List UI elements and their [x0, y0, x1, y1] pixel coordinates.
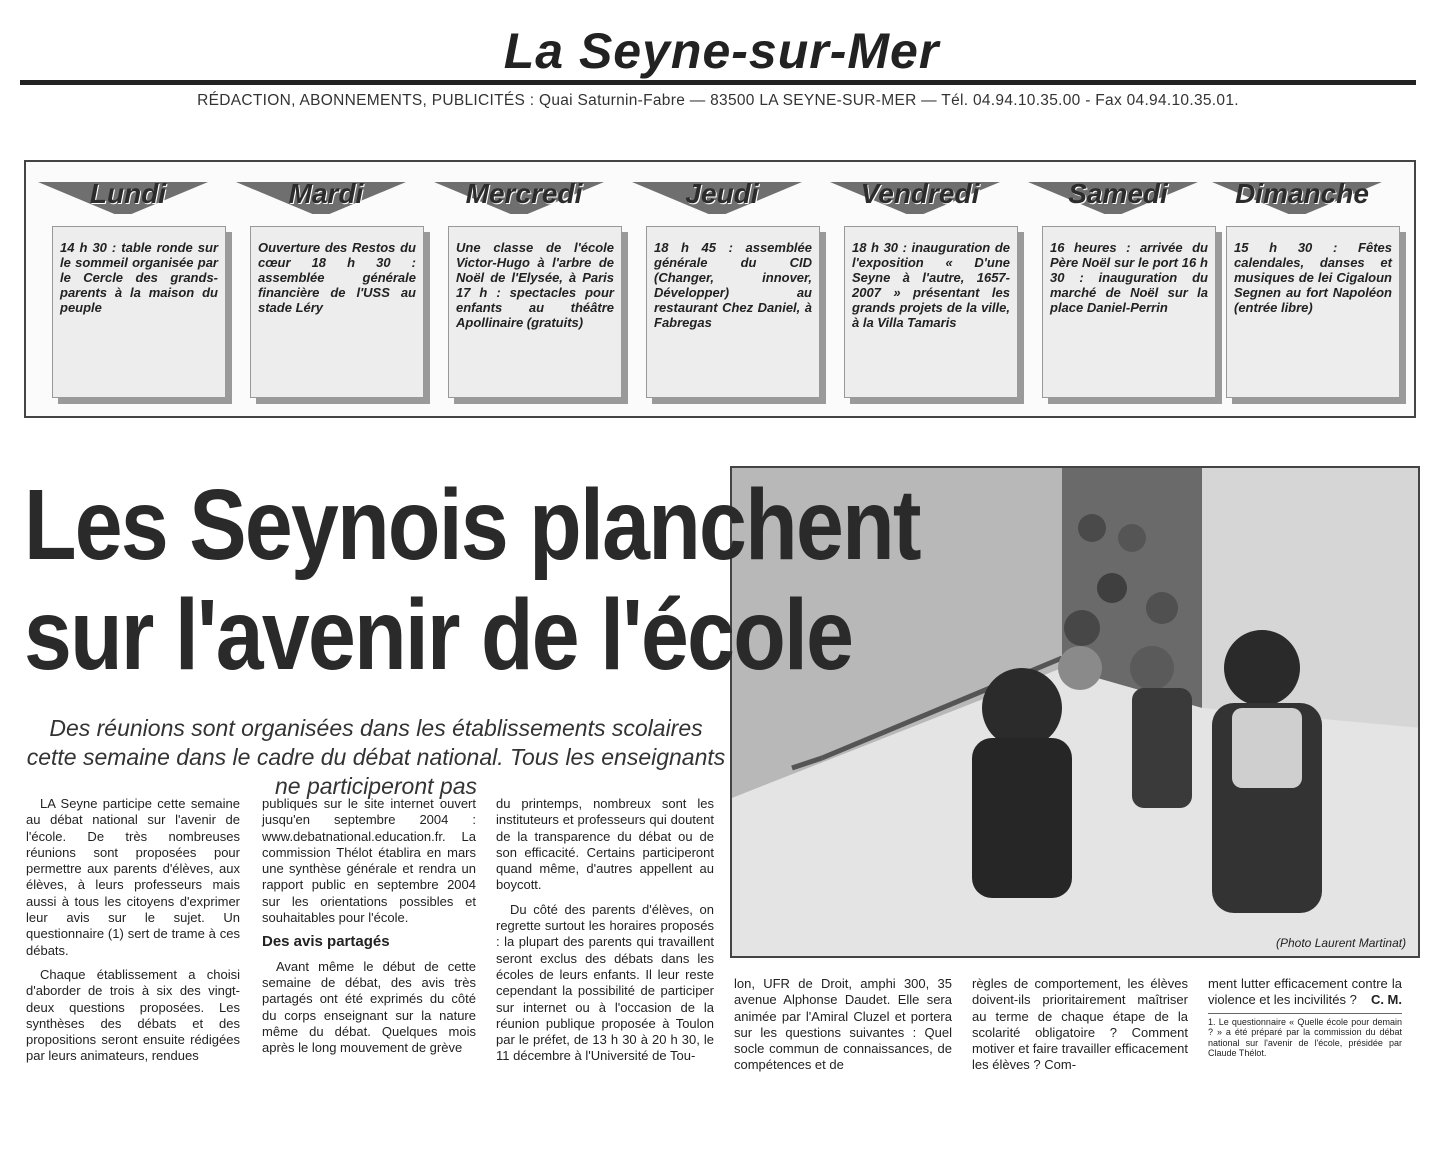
photo-credit: (Photo Laurent Martinat) [1276, 936, 1407, 950]
agenda-day [236, 176, 432, 404]
event-text: 18 h 30 : inauguration de l'exposition « D'une Seyne à l'autre, 1657-2007 » présentant les grands projets de la ville, à la Villa Tamaris [852, 240, 1010, 330]
day-name: Mardi [288, 178, 364, 209]
paragraph: règles de comportement, les élèves doivent-ils prioritairement maîtriser au terme de chaque étape de la scolarité obligatoire ? Comment motiver et faire travailler efficacement les élèves ? Com- [972, 976, 1188, 1073]
article-headline [24, 469, 920, 691]
agenda-day [38, 176, 234, 404]
masthead-rule [20, 80, 1416, 85]
text-column [1208, 976, 1402, 1059]
text-column [734, 976, 952, 1082]
headline-line-1: Les Seynois planchent [24, 469, 920, 581]
day-name: Vendredi [860, 178, 980, 209]
text-column [26, 796, 240, 1073]
agenda-day [830, 176, 1026, 404]
text-column [262, 796, 476, 1064]
footnote: 1. Le questionnaire « Quelle école pour demain ? » a été préparé par la commission du débat national sur l'avenir de l'école, présidée par Claude Thélot. [1208, 1013, 1402, 1059]
text-column [972, 976, 1188, 1082]
event-text: 14 h 30 : table ronde sur le sommeil organisée par le Cercle des grands-parents à la maison du peuple [60, 240, 218, 315]
day-name: Samedi [1068, 178, 1168, 209]
article-deck: Des réunions sont organisées dans les établissements scolaires cette semaine dans le cadre du débat national. Tous les enseignants ne participeront pas [26, 715, 726, 799]
day-name: Dimanche [1235, 178, 1369, 209]
paragraph: lon, UFR de Droit, amphi 300, 35 avenue Alphonse Daudet. Elle sera animée par l'Amiral Cluzel et portera sur les questions suivantes : Quel socle commun de connaissances, de compétences et de [734, 976, 952, 1073]
paragraph [1208, 976, 1402, 1009]
agenda-day [1028, 176, 1224, 404]
agenda-day [632, 176, 828, 404]
agenda-day [434, 176, 630, 404]
paragraph: publiques sur le site internet ouvert jusqu'en septembre 2004 : www.debatnational.education.fr. La commission Thélot établira en mars une synthèse générale et rendra un rapport public en septembre 2004 sur les orientations possibles et souhaitables pour l'école. [262, 796, 476, 926]
section-subhead: Des avis partagés [262, 933, 390, 951]
agenda-day [1212, 176, 1408, 404]
contact-line: RÉDACTION, ABONNEMENTS, PUBLICITÉS : Quai Saturnin-Fabre — 83500 LA SEYNE-SUR-MER — Tél. 04.94.10.35.00 - Fax 04.94.10.35.01. [197, 92, 1239, 109]
event-text: Une classe de l'école Victor-Hugo à l'arbre de Noël de l'Elysée, à Paris 17 h : spectacles pour enfants au théâtre Apollinaire (gratuits) [456, 240, 614, 330]
event-text: 18 h 45 : assemblée générale du CID (Changer, innover, Développer) au restaurant Chez Daniel, à Fabregas [654, 240, 812, 330]
event-text: 15 h 30 : Fêtes calendales, danses et musiques de lei Cigaloun Segnen au fort Napoléon (entrée libre) [1234, 240, 1392, 315]
headline-line-2: sur l'avenir de l'école [24, 579, 853, 691]
paragraph: Avant même le début de cette semaine de débat, des avis très partagés ont été exprimés du côté du corps enseignant sur la nature même du débat. Quelques mois après le long mouvement de grève [262, 958, 476, 1056]
event-text: 16 heures : arrivée du Père Noël sur le port 16 h 30 : inauguration du marché de Noël sur la place Daniel-Perrin [1050, 240, 1208, 315]
paragraph: du printemps, nombreux sont les instituteurs et professeurs qui doutent de la transparence du débat ou de son efficacité. Certains participeront quand même, d'autres appellent au boycott. [496, 796, 714, 893]
masthead: La Seyne-sur-Mer [503, 23, 940, 79]
weekly-agenda [24, 160, 1416, 418]
paragraph: LA Seyne participe cette semaine au débat national sur l'avenir de l'école. De très nombreuses réunions sont proposées pour permettre aux parents d'élèves, aux élèves, à leurs professeurs mais aussi à tous les citoyens d'exprimer leur avis sur le sujet. Un questionnaire (1) sert de trame à ces débats. [26, 796, 240, 958]
text-column [496, 796, 714, 1073]
day-name: Jeudi [685, 178, 759, 209]
author-signature: C. M. [1370, 992, 1402, 1008]
day-name: Mercredi [465, 178, 583, 209]
event-text: Ouverture des Restos du cœur 18 h 30 : assemblée générale financière de l'USS au stade Léry [258, 240, 416, 315]
day-name: Lundi [89, 178, 167, 209]
paragraph: Chaque établissement a choisi d'aborder de trois à six des vingt-deux questions proposées. Les synthèses des débats et des propositions seront ensuite rédigées par leurs animateurs, rendues [26, 966, 240, 1064]
paragraph-text: ment lutter efficacement contre la violence et les incivilités ? [1208, 976, 1402, 1008]
paragraph: Du côté des parents d'élèves, on regrette surtout les horaires proposés : la plupart des parents qui travaillent seront exclus des débats dans les écoles de leurs enfants. Il leur reste cependant la possibilité de participer sur internet ou à l'occasion de la réunion publique proposée à Toulon par le préfet, de 13 h 30 à 20 h 30, le 11 décembre à l'Université de Tou- [496, 901, 714, 1064]
